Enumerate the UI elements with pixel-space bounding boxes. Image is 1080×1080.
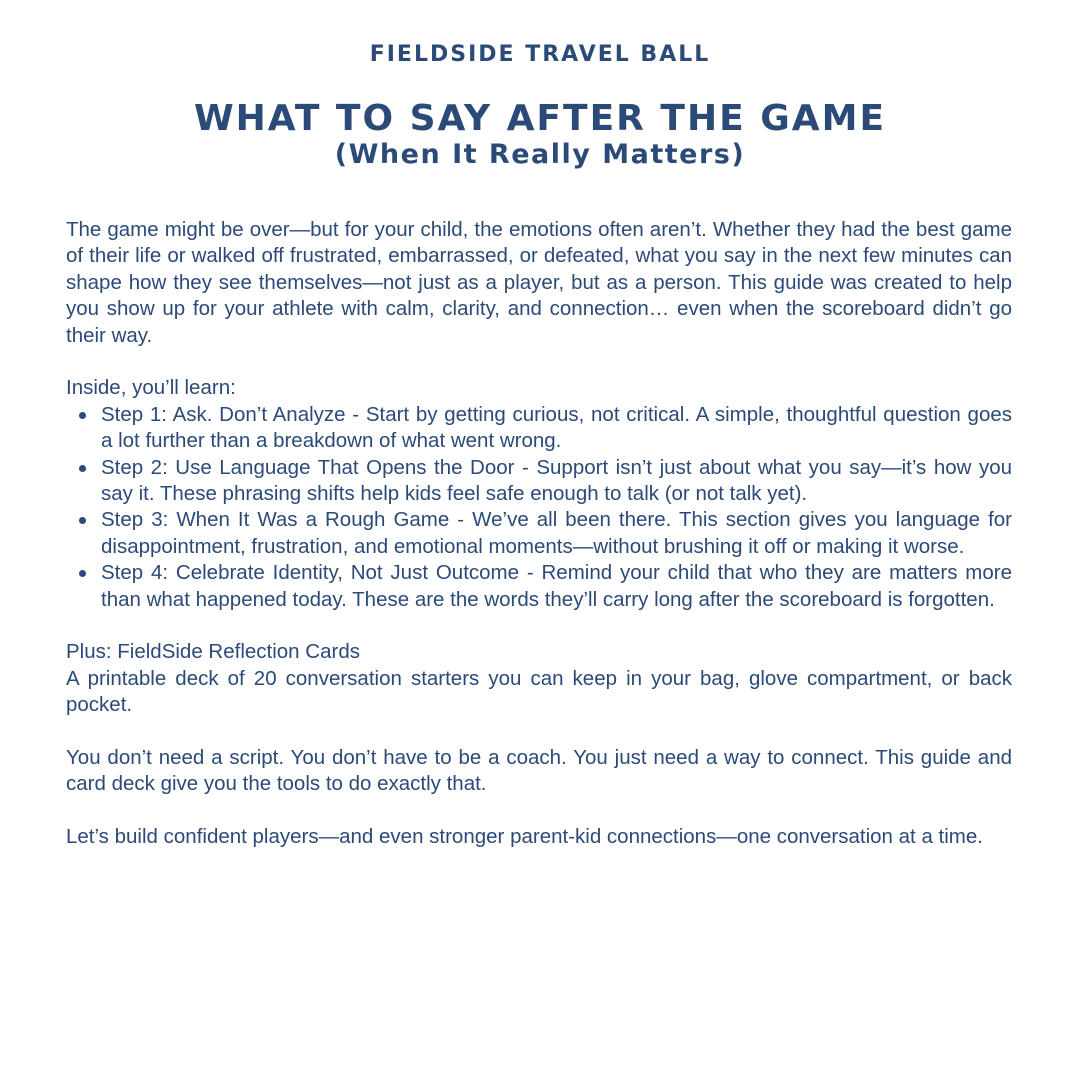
bullet-icon bbox=[79, 412, 86, 419]
spacer bbox=[66, 349, 1012, 375]
page-subtitle: (When It Really Matters) bbox=[334, 139, 746, 170]
body-content bbox=[66, 217, 1012, 851]
learn-heading: Inside, you’ll learn: bbox=[66, 376, 236, 400]
plus-heading: Plus: FieldSide Reflection Cards bbox=[66, 640, 360, 664]
steps-list bbox=[66, 402, 1012, 613]
step-text: Step 4: Celebrate Identity, Not Just Outcome - Remind your child that who they are matters more than what happened today. These are the words they’ll carry long after the scoreboard is forgotten. bbox=[101, 561, 1012, 611]
step-text: Step 2: Use Language That Opens the Door - Support isn’t just about what you say—it’s how you say it. These phrasing shifts help kids feel safe enough to talk (or not talk yet). bbox=[101, 455, 1012, 506]
bullet-icon bbox=[79, 570, 86, 577]
step-text: Step 3: When It Was a Rough Game - We’ve all been there. This section gives you language for disappointment, frustration, and emotional moments—without brushing it off or making it worse. bbox=[101, 508, 1012, 558]
intro-paragraph: The game might be over—but for your child, the emotions often aren’t. Whether they had the best game of their life or walked off frustrated, embarrassed, or defeated, what you say in the next few minutes can shape how they see themselves—not just as a player, but as a person. This guide was created to help you show up for your athlete with calm, clarity, and connection… even when the scoreboard didn’t go their way. bbox=[66, 218, 1012, 347]
page-title: WHAT TO SAY AFTER THE GAME bbox=[193, 98, 887, 139]
plus-text: A printable deck of 20 conversation starters you can keep in your bag, glove compartment, or back pocket. bbox=[66, 666, 1012, 717]
closing-paragraph: You don’t need a script. You don’t have to be a coach. You just need a way to connect. This guide and card deck give you the tools to do exactly that. bbox=[66, 746, 1012, 796]
bullet-icon bbox=[79, 517, 86, 524]
list-item bbox=[101, 455, 1012, 508]
spacer bbox=[66, 613, 1012, 639]
bullet-icon bbox=[79, 465, 86, 472]
list-item bbox=[101, 507, 1012, 560]
brand-name: FIELDSIDE TRAVEL BALL bbox=[369, 42, 711, 67]
spacer bbox=[66, 719, 1012, 745]
list-item bbox=[101, 560, 1012, 613]
final-paragraph: Let’s build confident players—and even stronger parent-kid connections—one conversation at a time. bbox=[66, 825, 983, 849]
spacer bbox=[66, 798, 1012, 824]
list-item bbox=[101, 402, 1012, 455]
step-text: Step 1: Ask. Don’t Analyze - Start by getting curious, not critical. A simple, thoughtful question goes a lot further than a breakdown of what went wrong. bbox=[101, 402, 1012, 453]
